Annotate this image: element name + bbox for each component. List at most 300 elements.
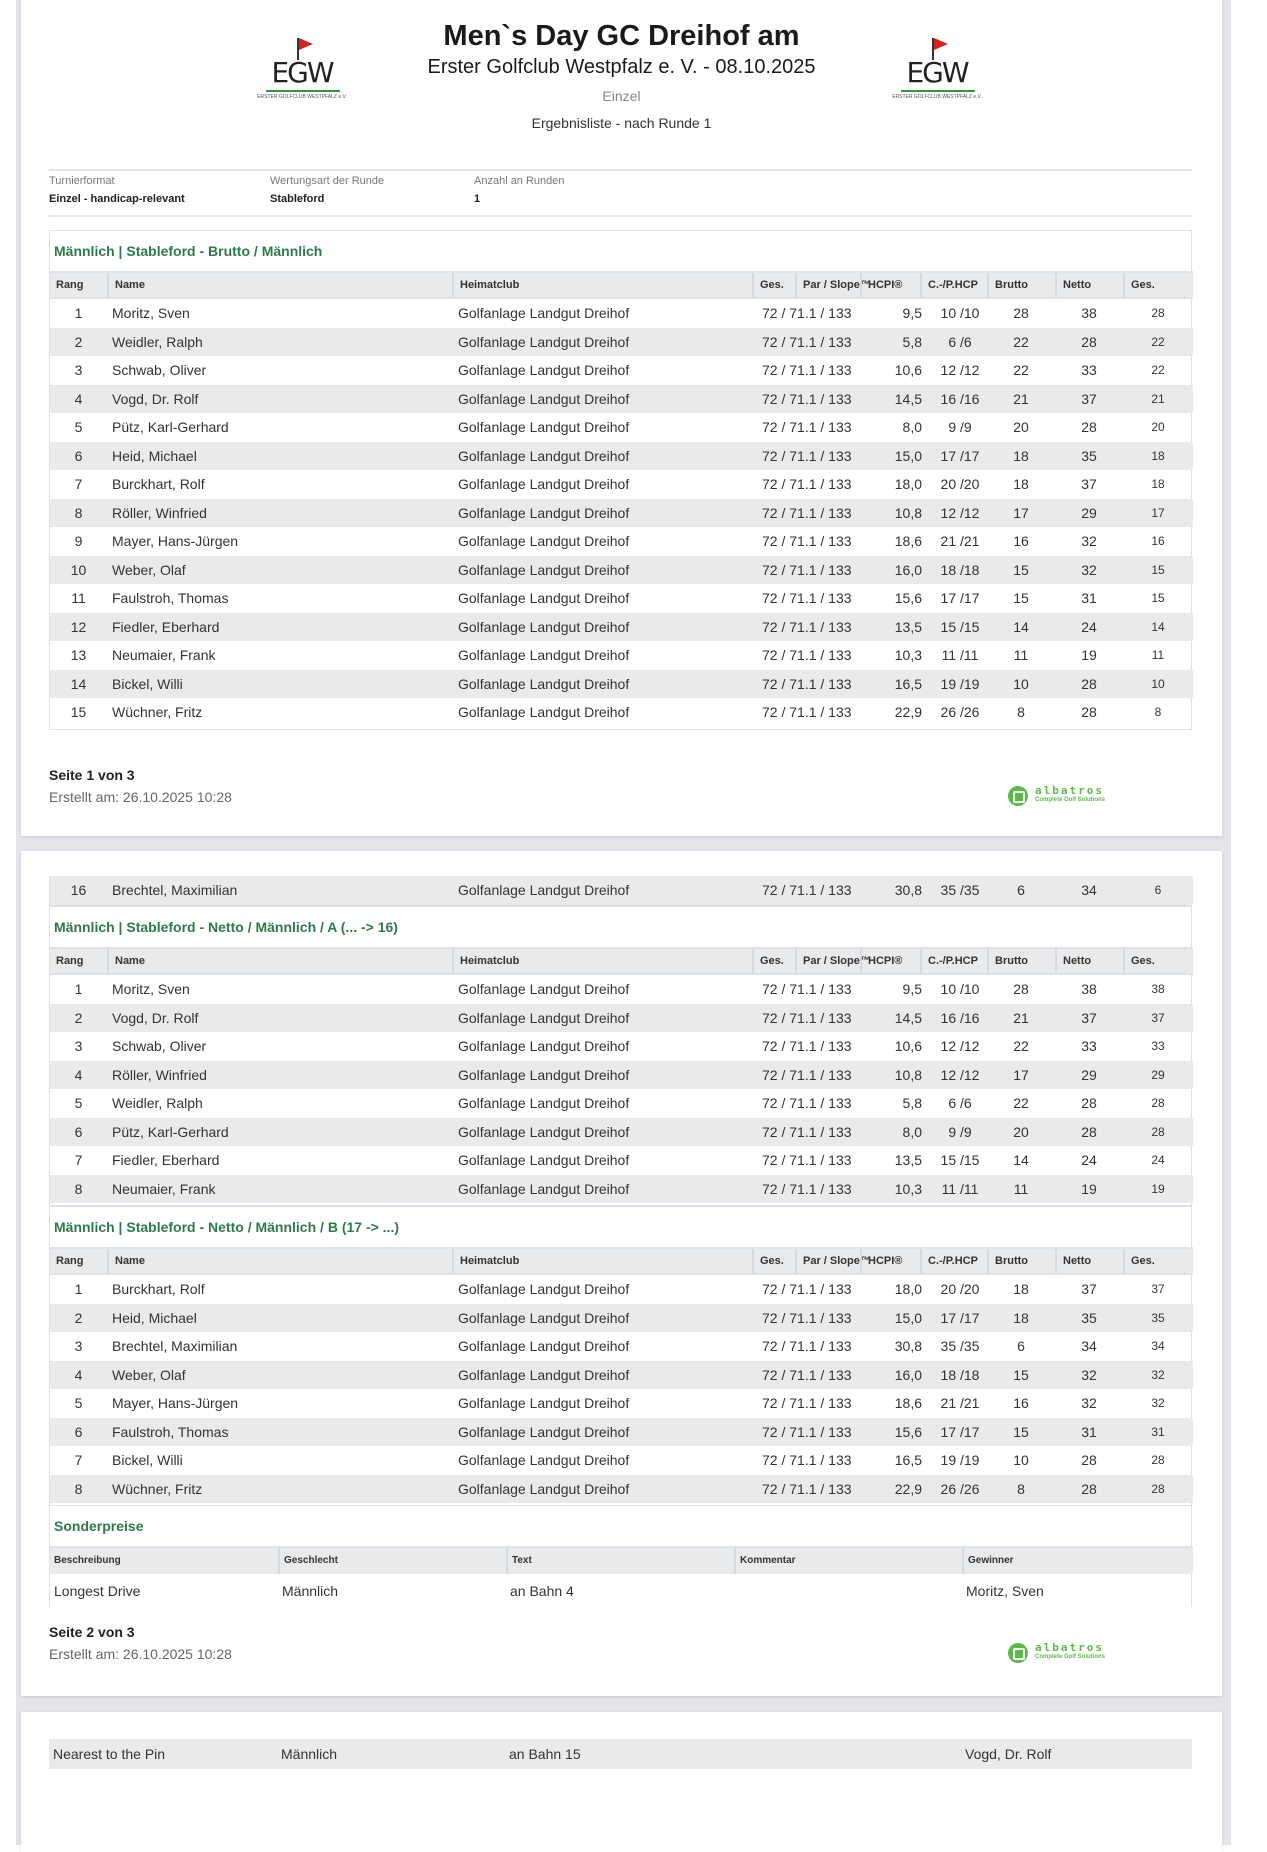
cell-hcpi: 10,6	[894, 362, 922, 378]
table-row	[50, 1576, 1193, 1606]
cell-ges: 72 / 71.1 / 133	[762, 1095, 852, 1111]
cell-rang: 6	[74, 1423, 83, 1440]
vendor-name: albatros	[1035, 1641, 1104, 1654]
cell-rang: 14	[70, 675, 87, 692]
cell-netto: 19	[1081, 1180, 1097, 1197]
cell-total: 28	[1151, 1481, 1165, 1496]
cell-rang: 4	[74, 1066, 83, 1083]
albatros-icon	[1008, 1643, 1028, 1663]
table-row	[50, 613, 1193, 642]
cell-hcpi: 8,0	[902, 1123, 922, 1140]
cell-total: 24	[1151, 1153, 1165, 1167]
cell-rang: 7	[74, 1452, 83, 1468]
cell-brutto: 8	[1017, 1480, 1025, 1497]
cell-ges: 72 / 71.1 / 133	[762, 447, 852, 464]
cell-ges: 72 / 71.1 / 133	[762, 704, 852, 720]
cell-brutto: 15	[1013, 1423, 1029, 1440]
cell-brutto: 20	[1013, 419, 1029, 435]
divider	[49, 215, 1192, 217]
cell-total: 37	[1151, 1282, 1165, 1296]
cell-cp: 17 /17	[940, 447, 980, 464]
column-header[interactable]: Name	[107, 1249, 452, 1273]
cell-club: Golfanlage Landgut Dreihof	[458, 1152, 630, 1168]
page-2	[21, 851, 1222, 1696]
runden-value: 1	[474, 193, 481, 205]
report-subtitle: Erster Golfclub Westpfalz e. V. - 08.10.2025	[427, 56, 816, 78]
cell-hcpi: 10,6	[894, 1038, 922, 1054]
table-row	[49, 1739, 1192, 1769]
cell-total: 35	[1151, 1310, 1165, 1325]
column-header[interactable]: HCPI®	[860, 273, 920, 297]
cell-name: Burckhart, Rolf	[112, 1281, 205, 1297]
column-header[interactable]: Name	[107, 949, 452, 973]
cell-club: Golfanlage Landgut Dreihof	[458, 1066, 630, 1083]
cell-hcpi: 14,5	[894, 1009, 922, 1026]
column-header[interactable]: C.-/P.HCP	[920, 949, 987, 973]
cell-hcpi: 15,6	[894, 590, 922, 606]
cell-netto: 28	[1081, 1095, 1097, 1111]
cell-netto: 31	[1081, 1423, 1097, 1440]
table-row	[50, 975, 1193, 1004]
cell-netto: 34	[1081, 1338, 1097, 1354]
section-title: Männlich | Stableford - Netto / Männlich / B (17 -> ...)	[54, 1219, 399, 1235]
table-row	[50, 499, 1193, 528]
cell-brutto: 21	[1013, 390, 1029, 407]
column-header[interactable]: Heimatclub	[452, 273, 752, 297]
cell-total: 20	[1151, 420, 1165, 434]
turnierformat-value: Einzel - handicap-relevant	[49, 193, 185, 205]
results-section-brutto-continued	[49, 876, 1192, 906]
column-header[interactable]: Netto	[1055, 1249, 1123, 1273]
cell-rang: 5	[74, 1095, 83, 1111]
column-header[interactable]: Par / Slope™	[795, 273, 860, 297]
table-row	[50, 1332, 1193, 1361]
cell-total: 29	[1151, 1067, 1165, 1082]
column-header[interactable]: Name	[107, 273, 452, 297]
cell-brutto: 20	[1013, 1123, 1029, 1140]
cell-name: Vogd, Dr. Rolf	[112, 390, 199, 407]
sonderpreise-section-continued	[49, 1739, 1192, 1769]
cell-total: 37	[1151, 1010, 1165, 1025]
column-header[interactable]: Text	[506, 1548, 734, 1574]
cell-rang: 2	[74, 1009, 83, 1026]
cell-cp: 35 /35	[940, 1338, 980, 1354]
cell-netto: 37	[1081, 1281, 1097, 1297]
cell-ges: 72 / 71.1 / 133	[762, 504, 852, 521]
cell-cp: 18 /18	[940, 1366, 980, 1383]
column-header[interactable]: Rang	[56, 279, 84, 291]
cell-club: Golfanlage Landgut Dreihof	[458, 882, 630, 898]
cell-netto: 28	[1081, 419, 1097, 435]
cell-name: Röller, Winfried	[112, 1066, 207, 1083]
cell-name: Vogd, Dr. Rolf	[112, 1009, 199, 1026]
column-header[interactable]: Ges.	[1123, 273, 1193, 297]
column-header[interactable]: Ges.	[1123, 1249, 1193, 1273]
cell-ges: 72 / 71.1 / 133	[762, 1338, 852, 1354]
cell-ges: 72 / 71.1 / 133	[762, 419, 852, 435]
cell-netto: 28	[1081, 704, 1097, 720]
cell-netto: 28	[1081, 1123, 1097, 1140]
logo-mark: EGW	[271, 56, 333, 89]
column-header[interactable]: Rang	[56, 955, 84, 967]
cell-name: Faulstroh, Thomas	[112, 1423, 229, 1440]
column-header[interactable]: Brutto	[987, 273, 1055, 297]
column-header[interactable]: Ges.	[752, 949, 795, 973]
cell-rang: 3	[74, 362, 83, 378]
table-header	[50, 1247, 1193, 1275]
cell-cp: 12 /12	[940, 1066, 980, 1083]
cell-netto: 35	[1081, 447, 1097, 464]
column-header[interactable]: Brutto	[987, 949, 1055, 973]
cell-name: Heid, Michael	[112, 1309, 197, 1326]
column-header[interactable]: Heimatclub	[452, 949, 752, 973]
cell-cp: 11 /11	[941, 647, 979, 663]
cell-netto: 35	[1081, 1309, 1097, 1326]
cell-name: Mayer, Hans-Jürgen	[112, 533, 239, 549]
cell-brutto: 11	[1013, 1180, 1029, 1197]
cell-club: Golfanlage Landgut Dreihof	[458, 362, 630, 378]
table-row	[50, 584, 1193, 613]
cell-rang: 1	[74, 1281, 83, 1297]
cell-ges: 72 / 71.1 / 133	[762, 1395, 852, 1411]
table-row	[50, 1004, 1193, 1033]
cell-hcpi: 14,5	[894, 390, 922, 407]
cell-cp: 18 /18	[940, 561, 980, 578]
cell-hcpi: 15,6	[894, 1423, 922, 1440]
column-header[interactable]: Geschlecht	[278, 1548, 506, 1574]
cell-cp: 11 /11	[941, 1180, 979, 1197]
column-header[interactable]: Kommentar	[734, 1548, 962, 1574]
cell-netto: 28	[1081, 333, 1097, 350]
cell-cp: 17 /17	[940, 590, 980, 606]
cell-cp: 10 /10	[940, 305, 980, 321]
cell-name: Schwab, Oliver	[112, 1038, 207, 1054]
table-row	[50, 527, 1193, 556]
cell-name: Pütz, Karl-Gerhard	[112, 1123, 229, 1140]
vendor-tagline: Complete Golf Solutions	[1035, 797, 1105, 803]
column-header[interactable]: Brutto	[987, 1249, 1055, 1273]
cell-ges: 72 / 71.1 / 133	[762, 981, 852, 997]
wertungsart-value: Stableford	[270, 193, 325, 205]
cell-hcpi: 15,0	[894, 1309, 922, 1326]
cell-total: 15	[1151, 562, 1165, 577]
cell-total: 6	[1154, 883, 1162, 897]
cell-total: 32	[1151, 1367, 1165, 1382]
cell-brutto: 28	[1013, 305, 1029, 321]
cell-rang: 9	[74, 533, 83, 549]
cell-total: 28	[1151, 306, 1165, 320]
cell-rang: 16	[70, 882, 87, 898]
cell-total: 16	[1151, 534, 1165, 548]
table-row	[50, 1175, 1193, 1204]
cell-ges: 72 / 71.1 / 133	[762, 1452, 852, 1468]
cell-text: an Bahn 4	[510, 1583, 574, 1599]
cell-total: 28	[1151, 1096, 1165, 1110]
cell-club: Golfanlage Landgut Dreihof	[458, 390, 630, 407]
cell-hcpi: 10,3	[894, 647, 922, 663]
cell-netto: 31	[1081, 590, 1097, 606]
table-row	[50, 876, 1193, 905]
cell-netto: 32	[1081, 1366, 1097, 1383]
cell-cp: 16 /16	[940, 1009, 980, 1026]
cell-cp: 6 /6	[948, 1095, 972, 1111]
cell-rang: 13	[70, 647, 87, 663]
cell-total: 33	[1151, 1039, 1165, 1053]
cell-netto: 28	[1081, 675, 1097, 692]
cell-total: 22	[1151, 363, 1165, 377]
column-header[interactable]: Ges.	[1123, 949, 1193, 973]
cell-cp: 6 /6	[948, 333, 972, 350]
cell-club: Golfanlage Landgut Dreihof	[458, 504, 630, 521]
column-header[interactable]: C.-/P.HCP	[920, 273, 987, 297]
cell-club: Golfanlage Landgut Dreihof	[458, 1480, 630, 1497]
cell-gewinner: Vogd, Dr. Rolf	[965, 1746, 1052, 1762]
cell-ges: 72 / 71.1 / 133	[762, 1309, 852, 1326]
cell-brutto: 6	[1017, 1338, 1025, 1354]
cell-club: Golfanlage Landgut Dreihof	[458, 1452, 630, 1468]
table-row	[50, 1061, 1193, 1090]
cell-club: Golfanlage Landgut Dreihof	[458, 447, 630, 464]
cell-rang: 2	[74, 333, 83, 350]
logo-text: ERSTER GOLFCLUB WESTPFALZ e.V.	[892, 94, 982, 100]
cell-name: Bickel, Willi	[112, 1452, 183, 1468]
cell-netto: 38	[1081, 305, 1097, 321]
cell-name: Mayer, Hans-Jürgen	[112, 1395, 239, 1411]
page-number: Seite 2 von 3	[49, 1624, 135, 1640]
vendor-tagline: Complete Golf Solutions	[1035, 1654, 1105, 1660]
cell-netto: 28	[1081, 1452, 1097, 1468]
cell-brutto: 11	[1013, 647, 1029, 663]
cell-total: 14	[1151, 619, 1165, 634]
cell-brutto: 17	[1013, 504, 1029, 521]
cell-gewinner: Moritz, Sven	[966, 1583, 1044, 1599]
cell-brutto: 14	[1013, 1152, 1029, 1168]
cell-club: Golfanlage Landgut Dreihof	[458, 1009, 630, 1026]
cell-hcpi: 13,5	[894, 618, 922, 635]
cell-total: 10	[1151, 676, 1165, 691]
cell-club: Golfanlage Landgut Dreihof	[458, 590, 630, 606]
column-header[interactable]: Rang	[56, 1255, 84, 1267]
cell-cp: 15 /15	[940, 1152, 980, 1168]
cell-hcpi: 9,5	[902, 305, 922, 321]
cell-total: 18	[1151, 477, 1165, 491]
cell-rang: 5	[74, 1395, 83, 1411]
table-row	[50, 299, 1193, 328]
cell-netto: 32	[1081, 1395, 1097, 1411]
cell-hcpi: 30,8	[894, 1338, 922, 1354]
table-row	[50, 1418, 1193, 1447]
cell-name: Weidler, Ralph	[112, 333, 203, 350]
cell-brutto: 15	[1013, 1366, 1029, 1383]
column-header[interactable]: Ges.	[752, 1249, 795, 1273]
cell-ges: 72 / 71.1 / 133	[762, 1066, 852, 1083]
cell-hcpi: 13,5	[894, 1152, 922, 1168]
cell-club: Golfanlage Landgut Dreihof	[458, 1281, 630, 1297]
cell-total: 28	[1151, 1453, 1165, 1467]
cell-cp: 35 /35	[940, 882, 980, 898]
column-header[interactable]: Par / Slope™	[795, 1249, 860, 1273]
cell-cp: 21 /21	[940, 1395, 980, 1411]
results-section-brutto	[49, 230, 1192, 730]
table-row	[50, 1361, 1193, 1390]
cell-ges: 72 / 71.1 / 133	[762, 1009, 852, 1026]
cell-name: Moritz, Sven	[112, 981, 190, 997]
cell-netto: 37	[1081, 476, 1097, 492]
cell-club: Golfanlage Landgut Dreihof	[458, 561, 630, 578]
cell-club: Golfanlage Landgut Dreihof	[458, 1423, 630, 1440]
cell-cp: 19 /19	[940, 675, 980, 692]
cell-brutto: 14	[1013, 618, 1029, 635]
cell-name: Fiedler, Eberhard	[112, 618, 220, 635]
cell-total: 32	[1151, 1396, 1165, 1410]
cell-hcpi: 10,3	[894, 1180, 922, 1197]
albatros-logo	[1008, 784, 1128, 808]
cell-hcpi: 10,8	[894, 504, 922, 521]
cell-club: Golfanlage Landgut Dreihof	[458, 618, 630, 635]
cell-brutto: 28	[1013, 981, 1029, 997]
cell-netto: 19	[1081, 647, 1097, 663]
column-header[interactable]: Netto	[1055, 949, 1123, 973]
cell-club: Golfanlage Landgut Dreihof	[458, 1038, 630, 1054]
cell-rang: 4	[74, 1366, 83, 1383]
cell-club: Golfanlage Landgut Dreihof	[458, 333, 630, 350]
cell-club: Golfanlage Landgut Dreihof	[458, 1366, 630, 1383]
cell-brutto: 16	[1013, 1395, 1029, 1411]
cell-brutto: 22	[1013, 362, 1029, 378]
cell-hcpi: 16,0	[894, 1366, 922, 1383]
section-title: Männlich | Stableford - Brutto / Männlich	[54, 243, 323, 259]
cell-hcpi: 5,8	[902, 333, 922, 350]
cell-netto: 37	[1081, 1009, 1097, 1026]
column-header[interactable]: Heimatclub	[452, 1249, 752, 1273]
cell-name: Weidler, Ralph	[112, 1095, 203, 1111]
cell-name: Faulstroh, Thomas	[112, 590, 229, 606]
cell-hcpi: 10,8	[894, 1066, 922, 1083]
cell-ges: 72 / 71.1 / 133	[762, 1180, 852, 1197]
cell-ges: 72 / 71.1 / 133	[762, 390, 852, 407]
cell-netto: 38	[1081, 981, 1097, 997]
cell-cp: 12 /12	[940, 504, 980, 521]
cell-total: 11	[1151, 648, 1165, 662]
created-date: Erstellt am: 26.10.2025 10:28	[49, 1646, 232, 1662]
cell-hcpi: 22,9	[894, 1480, 922, 1497]
table-row	[50, 1032, 1193, 1061]
table-header	[50, 1546, 1193, 1574]
cell-geschlecht: Männlich	[282, 1583, 339, 1599]
column-header[interactable]: Netto	[1055, 273, 1123, 297]
cell-club: Golfanlage Landgut Dreihof	[458, 476, 630, 492]
cell-cp: 16 /16	[940, 390, 980, 407]
cell-cp: 26 /26	[940, 704, 980, 720]
column-header[interactable]: HCPI®	[860, 949, 920, 973]
page-1	[21, 0, 1222, 836]
cell-brutto: 22	[1013, 333, 1029, 350]
cell-netto: 29	[1081, 1066, 1097, 1083]
cell-club: Golfanlage Landgut Dreihof	[458, 675, 630, 692]
cell-netto: 29	[1081, 504, 1097, 521]
cell-hcpi: 16,5	[894, 1452, 922, 1468]
cell-rang: 8	[74, 1180, 83, 1197]
table-row	[50, 413, 1193, 442]
cell-club: Golfanlage Landgut Dreihof	[458, 533, 630, 549]
cell-total: 19	[1151, 1181, 1165, 1196]
cell-netto: 24	[1081, 1152, 1097, 1168]
report-list-title: Ergebnisliste - nach Runde 1	[531, 115, 712, 131]
cell-netto: 37	[1081, 390, 1097, 407]
albatros-icon	[1008, 786, 1028, 806]
cell-hcpi: 18,0	[894, 476, 922, 492]
cell-hcpi: 15,0	[894, 447, 922, 464]
column-header[interactable]: Par / Slope™	[795, 949, 860, 973]
column-header[interactable]: HCPI®	[860, 1249, 920, 1273]
column-header[interactable]: Beschreibung	[54, 1555, 121, 1566]
cell-total: 18	[1151, 448, 1165, 463]
table-row	[50, 698, 1193, 727]
cell-netto: 32	[1081, 561, 1097, 578]
cell-rang: 15	[70, 704, 87, 720]
cell-brutto: 8	[1017, 704, 1025, 720]
cell-name: Röller, Winfried	[112, 504, 207, 521]
cell-total: 21	[1151, 391, 1165, 406]
cell-brutto: 18	[1013, 447, 1029, 464]
cell-rang: 8	[74, 1480, 83, 1497]
column-header[interactable]: Gewinner	[962, 1548, 1193, 1574]
cell-ges: 72 / 71.1 / 133	[762, 618, 852, 635]
cell-rang: 3	[74, 1038, 83, 1054]
cell-brutto: 22	[1013, 1038, 1029, 1054]
cell-club: Golfanlage Landgut Dreihof	[458, 1180, 630, 1197]
cell-ges: 72 / 71.1 / 133	[762, 1123, 852, 1140]
cell-hcpi: 16,5	[894, 675, 922, 692]
cell-netto: 33	[1081, 362, 1097, 378]
cell-rang: 1	[74, 981, 83, 997]
cell-club: Golfanlage Landgut Dreihof	[458, 1338, 630, 1354]
column-header[interactable]: C.-/P.HCP	[920, 1249, 987, 1273]
cell-ges: 72 / 71.1 / 133	[762, 333, 852, 350]
cell-total: 34	[1151, 1339, 1165, 1353]
cell-name: Pütz, Karl-Gerhard	[112, 419, 229, 435]
cell-rang: 8	[74, 504, 83, 521]
cell-brutto: 10	[1013, 1452, 1029, 1468]
section-title: Sonderpreise	[54, 1518, 144, 1534]
cell-ges: 72 / 71.1 / 133	[762, 1281, 852, 1297]
cell-ges: 72 / 71.1 / 133	[762, 305, 852, 321]
cell-cp: 21 /21	[940, 533, 980, 549]
column-header[interactable]: Ges.	[752, 273, 795, 297]
page-number: Seite 1 von 3	[49, 767, 135, 783]
cell-beschreibung: Longest Drive	[54, 1583, 141, 1599]
cell-cp: 20 /20	[940, 1281, 980, 1297]
cell-club: Golfanlage Landgut Dreihof	[458, 704, 630, 720]
cell-name: Schwab, Oliver	[112, 362, 207, 378]
cell-cp: 12 /12	[940, 362, 980, 378]
cell-cp: 17 /17	[940, 1423, 980, 1440]
table-row	[50, 670, 1193, 699]
cell-cp: 15 /15	[940, 618, 980, 635]
cell-name: Neumaier, Frank	[112, 1180, 216, 1197]
cell-rang: 6	[74, 447, 83, 464]
sonderpreise-section	[49, 1505, 1192, 1607]
table-row	[50, 1089, 1193, 1118]
cell-club: Golfanlage Landgut Dreihof	[458, 1095, 630, 1111]
cell-brutto: 15	[1013, 590, 1029, 606]
cell-brutto: 10	[1013, 675, 1029, 692]
turnierformat-label: Turnierformat	[49, 175, 115, 187]
cell-ges: 72 / 71.1 / 133	[762, 1152, 852, 1168]
table-row	[50, 1389, 1193, 1418]
cell-hcpi: 8,0	[902, 419, 922, 435]
cell-netto: 24	[1081, 618, 1097, 635]
